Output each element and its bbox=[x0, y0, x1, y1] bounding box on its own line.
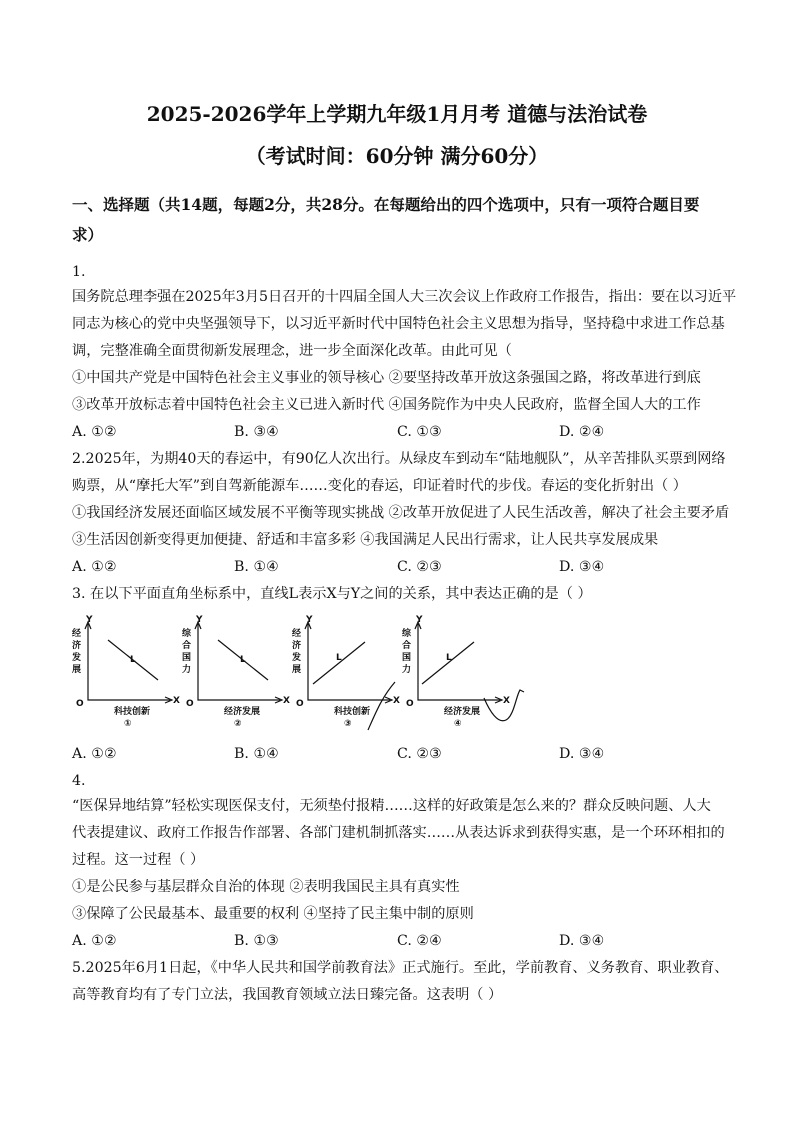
graph-line bbox=[422, 642, 474, 684]
x-axis-name: 科技创新 bbox=[334, 707, 371, 717]
question-text-line: 2.2025年，为期40天的春运中，有90亿人次出行。从绿皮车到动车“陆地舰队”，从辛苦排队买票到网络 bbox=[72, 451, 726, 467]
axis-y-label: Y bbox=[306, 615, 313, 625]
axis-x-label: X bbox=[173, 696, 180, 706]
origin-label: O bbox=[406, 699, 414, 709]
y-axis-name-char: 国 bbox=[402, 653, 412, 663]
axis-x-label: X bbox=[393, 696, 400, 706]
question-number: 4. bbox=[72, 773, 86, 789]
axis-y-label: Y bbox=[86, 615, 93, 625]
question-text-line: 调，完整准确全面贯彻新发展理念，进一步全面深化改革。由此可见（ bbox=[72, 343, 512, 359]
pen-stroke-mark bbox=[368, 682, 395, 730]
option-b: B. ①④ bbox=[234, 746, 279, 762]
y-axis-name-char: 发 bbox=[72, 653, 82, 663]
y-axis-name-char: 力 bbox=[182, 665, 192, 675]
option-b: B. ①④ bbox=[234, 559, 279, 575]
question-text-line: ①我国经济发展还面临区域发展不平衡等现实挑战 ②改革开放促进了人民生活改善，解决了社会主要矛盾 bbox=[72, 505, 730, 521]
option-c: C. ②③ bbox=[397, 559, 442, 575]
line-label: L bbox=[446, 653, 452, 663]
question-text-line: ③保障了公民最基本、最重要的权利 ④坚持了民主集中制的原则 bbox=[72, 906, 474, 922]
option-b: B. ①③ bbox=[234, 933, 279, 949]
question-text-line: ③改革开放标志着中国特色社会主义已进入新时代 ④国务院作为中央人民政府，监督全国人大的工作 bbox=[72, 397, 701, 413]
y-axis-name-char: 展 bbox=[72, 665, 82, 675]
exam-title: 2025-2026学年上学期九年级1月月考 道德与法治试卷 bbox=[146, 102, 648, 126]
x-axis-name: 经济发展 bbox=[224, 707, 261, 717]
y-axis-name-char: 经 bbox=[72, 629, 82, 639]
question-text-line: 国务院总理李强在2025年3月5日召开的十四届全国人大三次会议上作政府工作报告，指出：要在以习近平 bbox=[72, 289, 737, 305]
option-a: A. ①② bbox=[72, 746, 117, 762]
option-c: C. ②④ bbox=[397, 933, 442, 949]
graph-number: ④ bbox=[454, 719, 462, 729]
line-label: L bbox=[130, 655, 136, 665]
y-axis-name-char: 力 bbox=[402, 665, 412, 675]
question-text-line: 代表提建议、政府工作报告作部署、各部门建机制抓落实……从表达诉求到获得实惠，是一个环环相扣的 bbox=[72, 825, 725, 841]
axis-y-label: Y bbox=[196, 615, 203, 625]
option-c: C. ②③ bbox=[397, 746, 442, 762]
graph-number: ① bbox=[124, 719, 132, 729]
origin-label: O bbox=[76, 699, 84, 709]
origin-label: O bbox=[296, 699, 304, 709]
question-text-line: ①中国共产党是中国特色社会主义事业的领导核心 ②要坚持改革开放这条强国之路，将改革进行到底 bbox=[72, 370, 701, 386]
axis-x-label: X bbox=[503, 696, 510, 706]
axis-y-label: Y bbox=[416, 615, 423, 625]
y-axis-name-char: 国 bbox=[182, 653, 192, 663]
question-text-line: 购票，从“摩托大军”到自驾新能源车……变化的春运，印证着时代的步伐。春运的变化折射出（ ） bbox=[72, 478, 687, 494]
graph-number: ③ bbox=[344, 719, 352, 729]
y-axis-name-char: 济 bbox=[292, 641, 302, 651]
x-axis-name: 科技创新 bbox=[114, 707, 151, 717]
option-a: A. ①② bbox=[72, 933, 117, 949]
y-axis-name-char: 展 bbox=[292, 665, 302, 675]
option-b: B. ③④ bbox=[234, 424, 279, 440]
y-axis-name-char: 合 bbox=[402, 641, 412, 651]
line-label: L bbox=[240, 655, 246, 665]
y-axis-name-char: 综 bbox=[402, 629, 412, 639]
axis-x-label: X bbox=[283, 696, 290, 706]
question-text-line: ①是公民参与基层群众自治的体现 ②表明我国民主具有真实性 bbox=[72, 879, 460, 895]
x-axis-name: 经济发展 bbox=[444, 707, 481, 717]
y-axis-name-char: 综 bbox=[182, 629, 192, 639]
section-heading: 一、选择题（共14题，每题2分，共28分。在每题给出的四个选项中，只有一项符合题目要求） bbox=[72, 195, 700, 244]
question-number: 1. bbox=[72, 264, 86, 280]
question-text-line: “医保异地结算”轻松实现医保支付，无须垫付报精……这样的好政策是怎么来的？群众反映问题、人大 bbox=[72, 798, 711, 814]
origin-label: O bbox=[186, 699, 194, 709]
question-text-line: 过程。这一过程（ ） bbox=[72, 852, 205, 868]
option-a: A. ①② bbox=[72, 559, 117, 575]
graph-line bbox=[313, 642, 365, 684]
option-d: D. ②④ bbox=[559, 424, 605, 440]
exam-subtitle: （考试时间：60分钟 满分60分） bbox=[245, 144, 549, 168]
line-label: L bbox=[336, 653, 342, 663]
option-d: D. ③④ bbox=[559, 559, 605, 575]
y-axis-name-char: 合 bbox=[182, 641, 192, 651]
question-text-line: 5.2025年6月1日起，《中华人民共和国学前教育法》正式施行。至此，学前教育、义务教育、职业教育、 bbox=[72, 960, 729, 976]
graph-number: ② bbox=[234, 719, 242, 729]
question-text-line: ③生活因创新变得更加便捷、舒适和丰富多彩 ④我国满足人民出行需求，让人民共享发展成果 bbox=[72, 532, 659, 548]
coordinate-graphs bbox=[70, 612, 540, 737]
option-d: D. ③④ bbox=[559, 933, 605, 949]
y-axis-name-char: 经 bbox=[292, 629, 302, 639]
option-a: A. ①② bbox=[72, 424, 117, 440]
question-text-line: 同志为核心的党中央坚强领导下，以习近平新时代中国特色社会主义思想为指导，坚持稳中求进工作总基 bbox=[72, 316, 725, 332]
y-axis-name-char: 发 bbox=[292, 653, 302, 663]
question-text-line: 3. 在以下平面直角坐标系中，直线L表示X与Y之间的关系，其中表达正确的是（ ） bbox=[72, 586, 592, 602]
y-axis-name-char: 济 bbox=[72, 641, 82, 651]
option-d: D. ③④ bbox=[559, 746, 605, 762]
question-text-line: 高等教育均有了专门立法，我国教育领域立法日臻完备。这表明（ ） bbox=[72, 987, 503, 1003]
option-c: C. ①③ bbox=[397, 424, 442, 440]
